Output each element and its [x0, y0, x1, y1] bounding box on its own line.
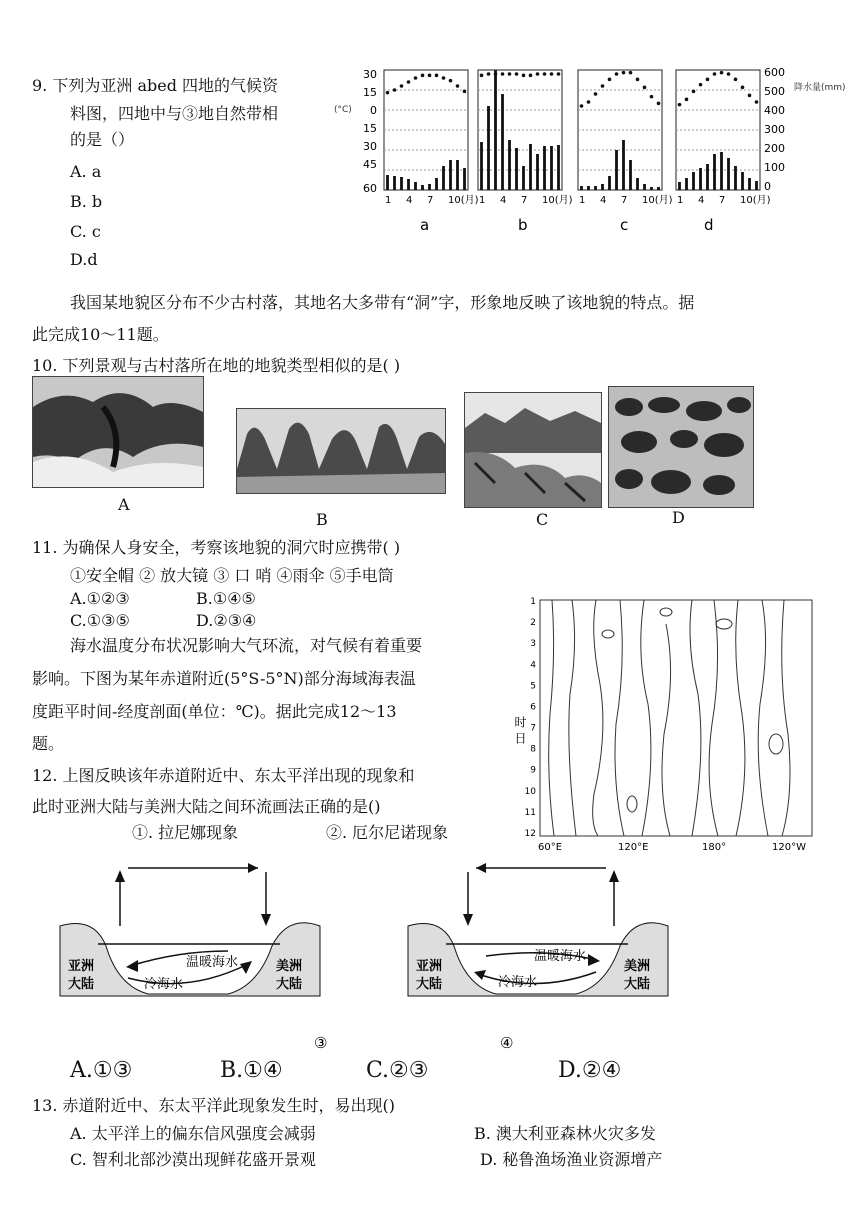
panel-label-b: b — [518, 216, 528, 234]
precip-bar-c-11 — [650, 187, 653, 190]
month-tick: 4 — [600, 195, 607, 206]
temp-point-c-12 — [657, 102, 661, 106]
precip-axis-label: 降水量(mm) — [794, 83, 846, 93]
temp-point-d-10 — [741, 86, 745, 90]
sst-x-tick: 60°E — [538, 842, 563, 853]
precip-bar-c-10 — [643, 184, 646, 190]
landscape-photo-c — [464, 392, 602, 508]
sst-y-tick: 3 — [530, 639, 536, 650]
month-tick: 7 — [719, 195, 726, 206]
precip-bar-d-10 — [741, 172, 744, 190]
precip-bar-a-4 — [407, 179, 410, 190]
q13-option-d: D. 秘鲁渔场渔业资源增产 — [480, 1150, 663, 1169]
q11-option-c: C.①③⑤ — [70, 611, 130, 630]
temp-point-d-6 — [713, 72, 717, 76]
temp-point-b-9 — [536, 72, 540, 76]
q12-stem-line2: 此时亚洲大陆与美洲大陆之间环流画法正确的是() — [32, 797, 381, 816]
precip-bar-d-3 — [692, 172, 695, 190]
precip-bar-b-3 — [494, 70, 497, 190]
intro12-line2: 影响。下图为某年赤道附近(5°S-5°N)部分海域海表温 — [32, 669, 416, 688]
q9-option-d: D.d — [70, 250, 98, 269]
temp-point-a-4 — [407, 80, 411, 84]
temp-point-d-8 — [727, 72, 731, 76]
temp-point-b-7 — [522, 74, 526, 78]
precip-bar-b-4 — [501, 94, 504, 190]
q11-items: ①安全帽 ② 放大镜 ③ 口 哨 ④雨伞 ⑤手电筒 — [70, 566, 394, 585]
temp-tick: 45 — [363, 158, 377, 171]
precip-bar-d-8 — [727, 158, 730, 190]
photo-caption-b: B — [316, 510, 328, 529]
q12-option-c: C.②③ — [366, 1058, 429, 1083]
temp-point-a-8 — [435, 74, 439, 78]
sst-y-label: 时 日 — [513, 716, 527, 744]
temp-point-c-10 — [643, 86, 647, 90]
precip-bar-b-12 — [557, 145, 560, 190]
sst-y-tick: 11 — [524, 807, 536, 818]
temp-point-a-3 — [400, 84, 404, 88]
precip-bar-b-8 — [529, 144, 532, 190]
intro12-line1: 海水温度分布状况影响大气环流，对气候有着重要 — [70, 636, 423, 655]
sst-x-tick: 180° — [702, 842, 727, 853]
month-tick: 7 — [621, 195, 628, 206]
sst-y-tick: 12 — [524, 829, 536, 839]
sst-x-tick: 120°W — [772, 842, 806, 853]
month-tick: 7 — [521, 195, 528, 206]
q11-stem: 11. 为确保人身安全，考察该地貌的洞穴时应携带( ) — [32, 538, 401, 557]
precip-bar-b-2 — [487, 106, 490, 190]
temp-point-b-12 — [557, 72, 561, 76]
month-tick: 1 — [479, 195, 486, 206]
temp-tick: 15 — [363, 86, 377, 99]
precip-axis-ticks — [764, 66, 785, 193]
temp-point-c-6 — [615, 72, 619, 76]
landscape-photo-a — [32, 376, 204, 488]
temp-point-c-8 — [629, 71, 633, 75]
temp-point-d-4 — [699, 83, 703, 87]
q12-stem-line1: 12. 上图反映该年赤道附近中、东太平洋出现的现象和 — [32, 766, 415, 785]
precip-bar-a-1 — [386, 175, 389, 190]
q13-option-a: A. 太平洋上的偏东信风强度会减弱 — [70, 1124, 316, 1143]
temp-point-a-7 — [428, 74, 432, 78]
temp-point-d-2 — [685, 98, 689, 102]
temp-tick: 0 — [370, 104, 377, 117]
temp-point-c-5 — [608, 78, 612, 82]
temp-point-b-5 — [508, 72, 512, 76]
diagram4-warm-label: 温暖海水 — [534, 949, 587, 964]
month-tick: 4 — [698, 195, 705, 206]
precip-bar-a-8 — [435, 178, 438, 190]
temp-point-c-4 — [601, 84, 605, 88]
temp-point-a-11 — [456, 84, 460, 88]
precip-tick: 300 — [764, 123, 785, 136]
precip-bar-c-6 — [615, 150, 618, 190]
sst-y-tick: 9 — [530, 765, 536, 776]
precip-bar-a-9 — [442, 166, 445, 190]
temp-tick: 30 — [363, 140, 377, 153]
diagram4-asia-label2: 大陆 — [416, 977, 443, 992]
q12-option-b: B.①④ — [220, 1058, 283, 1083]
temp-point-b-11 — [550, 72, 554, 76]
month-tick: 7 — [427, 195, 434, 206]
precip-bar-b-5 — [508, 140, 511, 190]
q13-option-b: B. 澳大利亚森林火灾多发 — [474, 1124, 656, 1143]
precip-bar-a-3 — [400, 177, 403, 190]
q9-stem-line2: 料图，四地中与③地自然带相 — [70, 104, 279, 123]
precip-bar-a-2 — [393, 176, 396, 190]
diagram4-cold-label: 冷海水 — [498, 975, 538, 990]
month-tick: 10(月) — [542, 195, 573, 206]
precip-bar-c-1 — [580, 186, 583, 190]
temp-point-b-6 — [515, 72, 519, 76]
photo-caption-a: A — [118, 495, 130, 514]
intro12-line4: 题。 — [32, 734, 65, 753]
precip-bar-b-9 — [536, 154, 539, 190]
diagram3-warm-label: 温暖海水 — [186, 955, 239, 970]
month-tick: 1 — [579, 195, 586, 206]
sst-x-tick: 120°E — [618, 842, 649, 853]
q9-option-a: A. a — [70, 162, 102, 181]
temp-point-b-10 — [543, 72, 547, 76]
precip-bar-c-3 — [594, 186, 597, 190]
temp-point-c-3 — [594, 92, 598, 96]
photo-caption-c: C — [536, 510, 549, 529]
precip-bar-d-12 — [755, 181, 758, 190]
precip-tick: 200 — [764, 142, 785, 155]
month-tick: 10(月) — [448, 195, 479, 206]
diagram3-asia-label: 亚洲 — [68, 959, 95, 974]
panel-label-c: c — [620, 216, 629, 234]
precip-bar-a-10 — [449, 160, 452, 190]
temp-point-b-4 — [501, 72, 505, 76]
sst-y-tick: 10 — [524, 786, 536, 797]
precip-bar-d-6 — [713, 154, 716, 190]
temp-tick: 30 — [363, 68, 377, 81]
month-tick: 4 — [500, 195, 507, 206]
climate-chart — [332, 64, 846, 244]
precip-bar-d-2 — [685, 178, 688, 190]
sst-y-tick: 5 — [530, 681, 536, 692]
precip-tick: 600 — [764, 66, 785, 79]
temp-point-c-2 — [587, 100, 591, 104]
precip-bar-c-7 — [622, 140, 625, 190]
intro12-line3: 度距平时间-经度剖面(单位：℃)。据此完成12～13 — [32, 702, 397, 721]
intro10-line2: 此完成10～11题。 — [32, 325, 169, 344]
precip-tick: 0 — [764, 180, 771, 193]
landscape-photo-b — [236, 408, 446, 494]
q9-option-c: C. c — [70, 222, 101, 241]
precip-bar-d-5 — [706, 164, 709, 190]
precip-bar-c-2 — [587, 186, 590, 190]
precip-bar-c-5 — [608, 176, 611, 190]
precip-bar-b-1 — [480, 142, 483, 190]
q9-option-b: B. b — [70, 192, 103, 211]
month-tick: 1 — [385, 195, 392, 206]
precip-bar-a-11 — [456, 160, 459, 190]
precip-bar-b-11 — [550, 146, 553, 190]
temp-unit-label: (°C) — [334, 105, 352, 115]
month-tick: 10(月) — [642, 195, 673, 206]
temp-point-b-1 — [480, 74, 484, 78]
month-tick: 1 — [677, 195, 684, 206]
precip-tick: 500 — [764, 85, 785, 98]
temp-point-c-11 — [650, 95, 654, 99]
panel-label-a: a — [420, 216, 430, 234]
temp-point-a-10 — [449, 79, 453, 83]
diagram4-asia-label: 亚洲 — [416, 959, 443, 974]
temp-point-d-5 — [706, 78, 710, 82]
sst-y-tick: 6 — [530, 702, 536, 713]
intro10-line1: 我国某地貌区分布不少古村落，其地名大多带有“洞”字，形象地反映了该地貌的特点。据 — [70, 293, 695, 312]
temp-point-c-9 — [636, 78, 640, 82]
diagram3-america-label2: 大陆 — [276, 977, 303, 992]
temp-point-b-2 — [487, 72, 491, 76]
precip-bar-d-9 — [734, 166, 737, 190]
precip-tick: 100 — [764, 161, 785, 174]
precip-bar-d-11 — [748, 178, 751, 190]
panel-label-d: d — [704, 216, 714, 234]
month-tick: 10(月) — [740, 195, 771, 206]
precip-bar-d-7 — [720, 152, 723, 190]
temp-point-d-9 — [734, 78, 738, 82]
temp-point-a-5 — [414, 76, 418, 80]
diagram3-number: ③ — [314, 1034, 328, 1052]
q11-option-d: D.②③④ — [196, 611, 257, 630]
temp-point-d-3 — [692, 90, 696, 94]
landscape-photo-d — [608, 386, 754, 508]
diagram4-number: ④ — [500, 1034, 514, 1052]
q11-option-b: B.①④⑤ — [196, 589, 256, 608]
q10-stem: 10. 下列景观与古村落所在地的地貌类型相似的是( ) — [32, 356, 401, 375]
temp-point-d-7 — [720, 71, 724, 75]
precip-bar-a-6 — [421, 185, 424, 190]
q11-option-a: A.①②③ — [70, 589, 130, 608]
q9-stem-line3: 的是（） — [70, 130, 135, 149]
temp-point-a-12 — [463, 90, 467, 94]
photo-caption-d: D — [672, 508, 685, 527]
circulation-diagram-3 — [58, 856, 328, 1052]
q13-option-c: C. 智利北部沙漠出现鲜花盛开景观 — [70, 1150, 316, 1169]
q12-phenomenon-2: ②. 厄尔尼诺现象 — [326, 823, 449, 842]
q12-option-a: A.①③ — [70, 1058, 133, 1083]
temp-axis-ticks — [363, 68, 377, 195]
diagram3-cold-label: 冷海水 — [144, 977, 184, 992]
precip-bar-c-8 — [629, 160, 632, 190]
q9-stem-line1: 9. 下列为亚洲 abed 四地的气候资 — [32, 76, 279, 95]
q12-phenomenon-1: ①. 拉尼娜现象 — [132, 823, 239, 842]
circulation-diagram-4 — [406, 856, 668, 1052]
q12-option-d: D.②④ — [558, 1058, 622, 1083]
precip-bar-b-6 — [515, 148, 518, 190]
diagram4-america-label2: 大陆 — [624, 977, 651, 992]
temp-point-b-3 — [494, 72, 498, 76]
month-tick: 4 — [406, 195, 413, 206]
temp-point-d-11 — [748, 94, 752, 98]
diagram4-america-label: 美洲 — [624, 959, 651, 974]
temp-point-d-12 — [755, 100, 759, 104]
sst-y-tick: 2 — [530, 618, 536, 629]
precip-bar-b-7 — [522, 166, 525, 190]
sst-y-tick: 1 — [530, 597, 536, 607]
temp-point-b-8 — [529, 74, 533, 78]
diagram3-asia-label2: 大陆 — [68, 977, 95, 992]
precip-bar-d-4 — [699, 168, 702, 190]
sst-anomaly-chart — [513, 594, 822, 856]
precip-bar-b-10 — [543, 146, 546, 190]
temp-point-d-1 — [678, 103, 682, 107]
temp-point-c-1 — [580, 104, 584, 108]
precip-bar-c-4 — [601, 184, 604, 190]
precip-bar-a-7 — [428, 184, 431, 190]
temp-point-c-7 — [622, 71, 626, 75]
precip-bar-a-12 — [463, 168, 466, 190]
temp-point-a-1 — [386, 91, 390, 95]
temp-point-a-6 — [421, 74, 425, 78]
temp-tick: 60 — [363, 182, 377, 195]
diagram3-america-label: 美洲 — [276, 959, 303, 974]
temp-point-a-2 — [393, 88, 397, 92]
temp-tick: 15 — [363, 122, 377, 135]
temp-point-a-9 — [442, 76, 446, 80]
precip-bar-c-9 — [636, 178, 639, 190]
q13-stem: 13. 赤道附近中、东太平洋此现象发生时，易出现() — [32, 1096, 396, 1115]
precip-bar-a-5 — [414, 182, 417, 190]
precip-bar-d-1 — [678, 182, 681, 190]
precip-tick: 400 — [764, 104, 785, 117]
sst-y-tick: 7 — [530, 723, 536, 734]
sst-y-tick: 8 — [530, 744, 536, 755]
sst-y-tick: 4 — [530, 660, 536, 671]
precip-bar-c-12 — [657, 187, 660, 190]
